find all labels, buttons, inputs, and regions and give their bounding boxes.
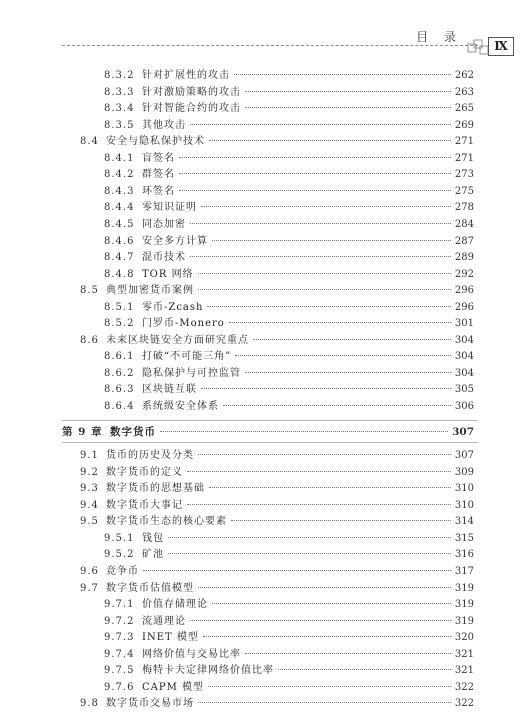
- toc-entry-title: 数字货币生态的核心要素: [106, 516, 227, 528]
- toc-entry-page: 319: [454, 582, 474, 594]
- toc-entry-title: 数字货币: [110, 425, 156, 438]
- toc-entry-title: 未来区块链安全方面研究重点: [106, 334, 249, 346]
- running-header-title: 目 录: [416, 30, 462, 44]
- dot-leader: [231, 520, 451, 521]
- dot-leader: [143, 570, 451, 571]
- toc-entry[interactable]: [104, 217, 474, 233]
- toc-entry-page: 315: [454, 532, 474, 544]
- toc-entry-title: 门罗币-Monero: [142, 318, 225, 330]
- toc-entry-title: 盲签名: [142, 152, 175, 164]
- toc-entry-page: 310: [454, 499, 474, 511]
- toc-entry-title: CAPM 模型: [142, 681, 205, 693]
- toc-entry-number: 8.4.7: [104, 252, 135, 264]
- toc-entry-page: 301: [454, 318, 474, 330]
- dot-leader: [179, 157, 451, 158]
- toc-entry-page: 321: [454, 665, 474, 677]
- toc-entry-number: 8.3.2: [104, 70, 135, 81]
- dot-leader: [212, 240, 451, 241]
- toc-entry-number: 9.5.1: [104, 532, 135, 544]
- toc-entry[interactable]: [104, 118, 474, 134]
- toc-entry-title: 系统级安全体系: [142, 401, 219, 412]
- dot-leader: [207, 306, 450, 307]
- toc-entry[interactable]: [104, 316, 474, 332]
- dot-leader: [190, 124, 451, 125]
- chapter-rule: [62, 420, 478, 421]
- toc-entry-page: 321: [454, 648, 474, 660]
- toc-entry-title: 零知识证明: [142, 202, 197, 214]
- toc-entry-page: 309: [454, 466, 474, 478]
- toc-entry-number: 8.3.5: [104, 119, 135, 131]
- toc-entry-title: 价值存储理论: [142, 599, 208, 611]
- dot-leader: [235, 355, 451, 356]
- page-number: Ⅸ: [488, 37, 514, 56]
- toc-entry-number: 8.5.2: [104, 318, 135, 330]
- dot-leader: [160, 431, 448, 432]
- toc-entry[interactable]: [104, 597, 474, 613]
- toc-entry[interactable]: [104, 250, 474, 266]
- toc-entry[interactable]: [104, 647, 474, 663]
- toc-entry-number: 9.7.2: [104, 615, 135, 627]
- toc-entry-page: 296: [454, 301, 474, 313]
- toc-entry[interactable]: [104, 349, 474, 365]
- toc-entry-number: 8.6.3: [104, 384, 135, 396]
- toc-entry[interactable]: [80, 283, 474, 299]
- toc-entry[interactable]: [104, 200, 474, 216]
- toc-entry-page: 317: [454, 565, 474, 577]
- dot-leader: [209, 140, 451, 141]
- toc-entry-number: 9.8: [80, 698, 99, 710]
- toc-entry[interactable]: [104, 366, 474, 382]
- dot-leader: [187, 504, 451, 505]
- toc-entry-title: 零币-Zcash: [142, 301, 204, 313]
- toc-entry[interactable]: [80, 498, 474, 514]
- toc-entry-number: 9.7.5: [104, 665, 135, 677]
- toc-entry-page: 307: [452, 425, 474, 438]
- dot-leader: [168, 553, 451, 554]
- toc-entry-page: 271: [454, 136, 474, 148]
- toc-entry[interactable]: [104, 300, 474, 316]
- toc-entry[interactable]: [104, 68, 474, 84]
- dot-leader: [253, 339, 451, 340]
- dot-leader: [187, 471, 451, 472]
- toc-entry-title: 同态加密: [142, 218, 186, 230]
- toc-entry[interactable]: [80, 134, 474, 150]
- toc-entry-number: 8.6.4: [104, 401, 135, 412]
- toc-entry-number: 9.6: [80, 565, 99, 577]
- toc-entry[interactable]: [104, 680, 474, 696]
- toc-entry-page: 304: [454, 367, 474, 379]
- toc-entry[interactable]: [104, 531, 474, 547]
- toc-entry-title: 典型加密货币案例: [106, 285, 194, 297]
- toc-entry[interactable]: [104, 234, 474, 250]
- toc-entry-page: 269: [454, 119, 474, 131]
- toc-entry-page: 278: [454, 202, 474, 214]
- toc-entry-page: 305: [454, 384, 474, 396]
- dot-leader: [208, 686, 451, 687]
- toc-entry-title: 矿池: [142, 549, 164, 561]
- toc-entry-page: 320: [454, 632, 474, 644]
- dot-leader: [245, 91, 451, 92]
- toc-entry-title: 货币的历史及分类: [106, 450, 194, 462]
- toc-entry-page: 304: [454, 334, 474, 346]
- toc-entry[interactable]: [104, 101, 474, 117]
- toc-entry-title: 混币技术: [142, 252, 186, 264]
- dot-leader: [229, 322, 451, 323]
- toc-entry-title: 安全与隐私保护技术: [106, 136, 205, 148]
- toc-entry-page: 306: [454, 401, 474, 412]
- toc-entry-title: 网络价值与交易比率: [142, 648, 241, 660]
- dot-leader: [198, 702, 451, 703]
- toc-entry-number: 8.6.1: [104, 351, 135, 363]
- toc-entry-number: 8.6: [80, 334, 99, 346]
- toc-entry-number: 9.7.1: [104, 599, 135, 611]
- toc-entry[interactable]: [104, 547, 474, 563]
- toc-entry[interactable]: [104, 663, 474, 679]
- toc-entry-title: 其他攻击: [142, 119, 186, 131]
- toc-entry-title: 群签名: [142, 169, 175, 181]
- dot-leader: [212, 603, 451, 604]
- toc-entry-title: 数字货币的定义: [106, 466, 183, 478]
- toc-entry-title: 数字货币大事记: [106, 499, 183, 511]
- dot-leader: [190, 620, 451, 621]
- toc-entry-page: 322: [454, 681, 474, 693]
- toc-entry-number: 8.3.4: [104, 103, 135, 115]
- toc-entry-page: 263: [454, 86, 474, 98]
- dot-leader: [245, 653, 451, 654]
- toc-entry-number: 8.4.4: [104, 202, 135, 214]
- toc-entry[interactable]: [104, 85, 474, 101]
- toc-entry-title: 针对智能合约的攻击: [142, 103, 241, 115]
- toc-entry-title: 钱包: [142, 532, 164, 544]
- toc-entry-page: 319: [454, 599, 474, 611]
- toc-entry-number: 8.5: [80, 285, 99, 297]
- toc-entry-title: 流通理论: [142, 615, 186, 627]
- toc-entry[interactable]: [80, 481, 474, 497]
- toc-entry-title: 针对扩展性的攻击: [142, 70, 230, 81]
- toc-entry-title: 数字货币估值模型: [106, 582, 194, 594]
- dot-leader: [209, 487, 451, 488]
- toc-entry[interactable]: [80, 333, 474, 349]
- toc-entry-page: 292: [454, 268, 474, 280]
- toc-entry-number: 8.3.3: [104, 86, 135, 98]
- toc-entry[interactable]: [104, 382, 474, 398]
- toc-entry-page: 273: [454, 169, 474, 181]
- toc-entry-number: 9.2: [80, 466, 99, 478]
- toc-entry-page: 307: [454, 450, 474, 462]
- dot-leader: [198, 289, 451, 290]
- dot-leader: [190, 223, 451, 224]
- toc-entry-number: 8.4.1: [104, 152, 135, 164]
- toc-entry-page: 316: [454, 549, 474, 561]
- toc-entry[interactable]: [104, 151, 474, 167]
- toc-entry-page: 296: [454, 285, 474, 297]
- toc-entry-number: 9.5: [80, 516, 99, 528]
- toc-entry-page: 322: [454, 698, 474, 710]
- toc-entry-number: 8.4.5: [104, 218, 135, 230]
- toc-entry-title: INET 模型: [142, 632, 199, 644]
- dot-leader: [198, 273, 451, 274]
- toc-entry-title: 环签名: [142, 185, 175, 197]
- toc-entry-page: 284: [454, 218, 474, 230]
- toc-entry-page: 289: [454, 252, 474, 264]
- toc-entry-title: 竞争币: [106, 565, 139, 577]
- toc-entry-title: 打破“不可能三角”: [142, 351, 232, 363]
- toc-entry-number: 8.5.1: [104, 301, 135, 313]
- toc-entry-title: 梅特卡夫定律网络价值比率: [142, 665, 274, 677]
- toc-entry-page: 310: [454, 483, 474, 495]
- toc-entry-page: 271: [454, 152, 474, 164]
- toc-entry[interactable]: [80, 448, 474, 464]
- dot-leader: [245, 372, 451, 373]
- toc-entry-number: 9.5.2: [104, 549, 135, 561]
- toc-entry-title: 针对激励策略的攻击: [142, 86, 241, 98]
- toc-entry[interactable]: [104, 184, 474, 200]
- dot-leader: [201, 206, 451, 207]
- dot-leader: [179, 190, 451, 191]
- dot-leader: [198, 587, 451, 588]
- toc-entry-title: 安全多方计算: [142, 235, 208, 247]
- toc-entry-number: 9.7.6: [104, 681, 135, 693]
- toc-entry-page: 265: [454, 103, 474, 115]
- dot-leader: [278, 669, 451, 670]
- dot-leader: [198, 454, 451, 455]
- toc-entry[interactable]: [104, 399, 474, 415]
- dot-leader: [245, 107, 451, 108]
- dot-leader: [201, 388, 451, 389]
- toc-entry[interactable]: [80, 514, 474, 530]
- toc-entry-page: 262: [454, 70, 474, 81]
- toc-entry-number: 8.4.3: [104, 185, 135, 197]
- toc-entry-title: TOR 网络: [142, 268, 194, 280]
- toc-entry-title: 数字货币的思想基础: [106, 483, 205, 495]
- toc-entry[interactable]: [62, 424, 474, 440]
- toc-entry-number: 9.7.4: [104, 648, 135, 660]
- toc-entry-title: 数字货币交易市场: [106, 698, 194, 710]
- dot-leader: [179, 173, 451, 174]
- dot-leader: [190, 256, 451, 257]
- toc-entry[interactable]: [80, 696, 474, 712]
- toc-entry-number: 8.6.2: [104, 367, 135, 379]
- toc-entry-page: 314: [454, 516, 474, 528]
- toc-entry-number: 8.4.6: [104, 235, 135, 247]
- header-ornament-icon: [466, 38, 490, 56]
- toc-entry[interactable]: [104, 630, 474, 646]
- toc-entry-title: 隐私保护与可控监管: [142, 367, 241, 379]
- toc-entry-number: 9.4: [80, 499, 99, 511]
- header-dashed-rule: [62, 45, 478, 46]
- dot-leader: [168, 537, 451, 538]
- toc-entry-page: 304: [454, 351, 474, 363]
- toc-entry-page: 319: [454, 615, 474, 627]
- toc-entry-number: 8.4.8: [104, 268, 135, 280]
- toc-entry-title: 区块链互联: [142, 384, 197, 396]
- toc-entry[interactable]: [80, 465, 474, 481]
- toc-entry-number: 8.4: [80, 136, 99, 148]
- toc-entry-page: 287: [454, 235, 474, 247]
- dot-leader: [203, 636, 451, 637]
- toc-entry-number: 第 9 章: [62, 425, 103, 438]
- toc-entry-page: 275: [454, 185, 474, 197]
- toc-entry[interactable]: [104, 267, 474, 283]
- toc-entry-number: 9.1: [80, 450, 99, 462]
- toc-entry-number: 8.4.2: [104, 169, 135, 181]
- toc-entry-number: 9.7.3: [104, 632, 135, 644]
- toc-entry[interactable]: [104, 167, 474, 183]
- dot-leader: [234, 74, 451, 75]
- toc-entry[interactable]: [80, 564, 474, 580]
- toc-entry-number: 9.7: [80, 582, 99, 594]
- toc-entry[interactable]: [104, 614, 474, 630]
- dot-leader: [223, 405, 451, 406]
- toc-entry-number: 9.3: [80, 483, 99, 495]
- toc-entry[interactable]: [80, 581, 474, 597]
- chapter-rule: [62, 442, 478, 443]
